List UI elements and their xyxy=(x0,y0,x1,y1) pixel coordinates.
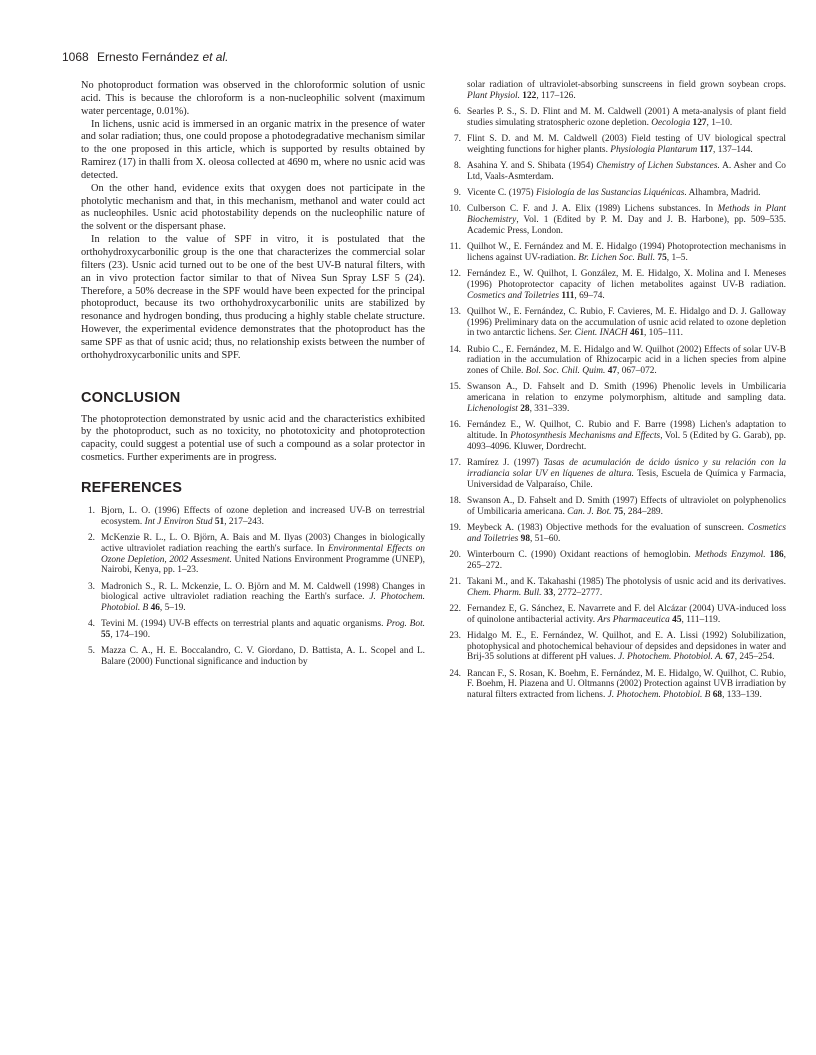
reference-item xyxy=(445,631,786,664)
reference-volume: 28 xyxy=(520,404,530,415)
reference-pages: Alhambra, Madrid. xyxy=(686,187,761,198)
reference-journal: Bol. Soc. Chil. Quim. xyxy=(525,366,606,377)
reference-number: 8. xyxy=(453,160,461,171)
reference-pages: , 1–5. xyxy=(666,252,688,263)
reference-text: Quilhot W., E. Fernández, C. Rubio, F. Cavieres, M. E. Hidalgo and D. J. Galloway (1996) Preliminary data on the accumulation of usnic acid related to ozone depletion in two antarctic lichens. xyxy=(467,306,786,339)
reference-journal: Int J Environ Stud xyxy=(144,516,213,527)
reference-text: Takani M., and K. Takahashi (1985) The photolysis of usnic acid and its derivatives. xyxy=(467,576,786,587)
reference-journal: Chemistry of Lichen Substances. xyxy=(596,160,720,171)
reference-journal: Chem. Pharm. Bull. xyxy=(467,587,542,598)
reference-number: 17. xyxy=(449,458,461,469)
reference-item xyxy=(445,496,786,518)
reference-item xyxy=(445,458,786,491)
reference-pages: Tesis, Escuela de Química y Farmacia, Universidad de Valparaíso, Chile. xyxy=(467,468,786,490)
reference-number: 24. xyxy=(449,668,461,679)
reference-text: Tevini M. (1994) UV-B effects on terrestrial plants and aquatic organisms. xyxy=(101,619,387,630)
reference-volume: 55 xyxy=(101,630,111,641)
reference-number: 22. xyxy=(449,603,461,614)
reference-pages: , 137–144. xyxy=(713,144,753,155)
reference-journal: Prog. Bot. xyxy=(386,619,425,630)
reference-volume: 117 xyxy=(699,144,714,155)
conclusion-paragraph: The photoprotection demonstrated by usnic acid and the characteristics exhibited by the photoproduct, such as no toxicity, no phototoxicity and photoprotection capacity, could suggest a potential use of such a compound as a solar protector in cosmetics. Further experiments are in progress. xyxy=(81,413,425,464)
reference-number: 4. xyxy=(87,619,95,630)
reference-number: 1. xyxy=(87,505,95,516)
running-title xyxy=(97,50,228,64)
reference-journal: Fisiología de las Sustancias Liquénicas. xyxy=(535,187,687,198)
reference-journal: Tasas de acumulación de ácido úsnico y su relación con la irradiancia solar UV en líquenes de altura. xyxy=(467,458,786,479)
conclusion-heading: CONCLUSION xyxy=(81,389,181,406)
reference-volume: 127 xyxy=(692,117,707,128)
reference-item xyxy=(445,188,786,199)
reference-text: Bjorn, L. O. (1996) Effects of ozone depletion and increased UV-B on terrestrial ecosystem. xyxy=(101,505,425,527)
reference-number: 12. xyxy=(449,268,461,279)
body-paragraph: In relation to the value of SPF in vitro, it is postulated that the orthohydroxycarbonilic group is the one that characterizes the commercial solar filters (23). Usnic acid turned out to be one of the best UV-B natural filters, with an in vivo protection factor similar to that of Nivea Sun Spray LSF 5 (24). Therefore, a 50% decrease in the SPF would have been expected for the principal photoproduct, because its two orthohydroxycarbonilic units are stabilized by resonance and hydrogen bonding, thus producing a highly stable chelate structure. However, the experimental evidence demonstrates that the photoproduct has the same SPF as that of usnic acid; thus, no relationship exists between the number of orthohydroxycarbonilic units and SPF. xyxy=(81,234,425,361)
reference-journal: Environmental Effects on Ozone Depletion, 2002 Assesment. xyxy=(101,543,425,565)
reference-volume: 47 xyxy=(607,366,618,377)
reference-volume: 75 xyxy=(613,506,624,517)
reference-pages: , 217–243. xyxy=(224,516,264,527)
reference-journal: Ser. Cient. INACH xyxy=(558,328,628,339)
body-paragraph: On the other hand, evidence exits that oxygen does not participate in the photolytic mechanism and that, in this mechanism, methanol and water could act as nucleophiles. Usnic acid photostability depends on the nucleophilic nature of the solvent or the dispersant phase. xyxy=(81,182,425,233)
reference-volume: 98 xyxy=(520,533,530,544)
reference-item xyxy=(445,577,786,599)
reference-volume: 45 xyxy=(672,614,682,625)
reference-number: 20. xyxy=(449,549,461,560)
reference-pages: , 265–272. xyxy=(467,549,786,571)
reference-journal: Br. Lichen Soc. Bull. xyxy=(578,252,656,263)
reference-pages: , 331–339. xyxy=(529,404,570,415)
running-title-etal: et al. xyxy=(202,50,229,64)
reference-text: Fernández E., W. Quilhot, C. Rubio and F. Barre (1998) Lichen's adaptation to altitude. In xyxy=(467,420,786,442)
reference-pages: , 105–111. xyxy=(644,328,684,339)
left-column xyxy=(81,80,425,673)
reference-item xyxy=(81,506,425,528)
reference-volume: 51 xyxy=(214,516,225,527)
reference-pages: , 133–139. xyxy=(722,690,762,701)
reference-item xyxy=(445,204,786,237)
reference-journal: Methods in Plant Biochemistry xyxy=(467,204,786,225)
reference-text: Mazza C. A., H. E. Boccalandro, C. V. Giordano, D. Battista, A. L. Scopel and L. Balare (2000) Functional significance and induction by xyxy=(101,646,425,668)
reference-journal: Lichenologist xyxy=(467,404,518,415)
reference-number: 10. xyxy=(449,204,461,215)
reference-item xyxy=(445,242,786,264)
reference-item xyxy=(445,307,786,340)
reference-number: 6. xyxy=(453,106,461,117)
reference-pages: , 1–10. xyxy=(706,117,733,128)
reference-journal: Methods Enzymol. xyxy=(694,549,766,560)
reference-volume: 186 xyxy=(769,549,784,560)
reference-volume: 33 xyxy=(543,587,554,598)
reference-pages: , Vol. 5 (Edited by G. Garab), pp. 4093–4096. Kluwer, Dordrecht. xyxy=(467,431,786,452)
reference-journal: Ars Pharmaceutica xyxy=(597,614,670,625)
reference-number: 18. xyxy=(449,495,461,506)
reference-journal: J. Photochem. Photobiol. B xyxy=(101,592,425,614)
reference-number: 7. xyxy=(453,133,461,144)
reference-number: 5. xyxy=(87,646,95,657)
reference-journal: J. Photochem. Photobiol. A. xyxy=(618,652,724,663)
reference-number: 9. xyxy=(453,187,461,198)
reference-journal: Can. J. Bot. xyxy=(567,506,612,517)
right-column xyxy=(445,80,786,706)
reference-text: Vicente C. (1975) xyxy=(467,187,536,198)
reference-text: Flint S. D. and M. M. Caldwell (2003) Field testing of UV biological spectral weighting functions for higher plants. xyxy=(467,133,786,155)
reference-text: Fernández E., W. Quilhot, I. González, M. E. Hidalgo, X. Molina and I. Meneses (1996) Photoprotector capacity of lichen metabolites against UV-B radiation. xyxy=(467,268,786,290)
reference-text: Asahina Y. and S. Shibata (1954) xyxy=(467,160,597,171)
reference-journal: Physiologia Plantarum xyxy=(610,144,698,155)
reference-number: 16. xyxy=(449,420,461,431)
references-heading: REFERENCES xyxy=(81,479,183,496)
reference-text: Hidalgo M. E., E. Fernández, W. Quilhot, and E. A. Lissi (1992) Solubilization, photophysical and photochemical behaviour of depsides and depsidones in water and Brij-35 solutions at different pH values. xyxy=(467,630,786,663)
reference-pages: , 2772–2777. xyxy=(553,587,603,598)
reference-text: Searles P. S., S. D. Flint and M. M. Caldwell (2001) A meta-analysis of plant field studies simulating stratospheric ozone depletion. xyxy=(467,106,786,128)
reference-pages: , 69–74. xyxy=(574,290,605,301)
reference-pages: , 111–119. xyxy=(681,614,721,625)
reference-text: Quilhot W., E. Fernández and M. E. Hidalgo (1994) Photoprotection mechanisms in lichens against UV-radiation. xyxy=(467,241,786,263)
reference-list-left xyxy=(81,506,425,668)
reference-text: Ramírez J. (1997) xyxy=(467,458,544,469)
reference-text: Culberson C. F. and J. A. Elix (1989) Lichens substances. In xyxy=(467,204,718,215)
reference-pages: , 245–254. xyxy=(734,652,775,663)
reference-pages: , 067–072. xyxy=(617,366,657,377)
reference-number: 2. xyxy=(87,532,95,543)
running-header xyxy=(62,50,228,64)
reference-item xyxy=(445,420,786,453)
reference-number: 23. xyxy=(449,630,461,641)
reference-text: McKenzie R. L., L. O. Björn, A. Bais and M. Ilyas (2003) Changes in biologically active ultraviolet radiation reaching the earth's surface. In xyxy=(101,532,425,554)
reference-item xyxy=(445,107,786,129)
reference-journal: J. Photochem. Photobiol. B xyxy=(607,690,711,701)
reference-number: 15. xyxy=(449,382,461,393)
reference-volume: 46 xyxy=(150,603,160,614)
reference-pages: , 5–19. xyxy=(159,603,186,614)
reference-text: Swanson A., D. Fahselt and D. Smith (1996) Phenolic levels in Umbilicaria americana in relation to enzyme polymorphism, altitude and sampling data. xyxy=(467,382,786,404)
reference-item xyxy=(445,382,786,415)
reference-volume: 68 xyxy=(712,690,723,701)
reference-number: 11. xyxy=(449,241,461,252)
reference-item xyxy=(445,550,786,572)
reference-number: 19. xyxy=(449,522,461,533)
reference-item xyxy=(81,646,425,668)
reference-volume: 111 xyxy=(561,290,575,301)
reference-pages: , 174–190. xyxy=(110,630,151,641)
reference-item xyxy=(445,345,786,378)
reference-number: 13. xyxy=(449,306,461,317)
reference-text: Swanson A., D. Fahselt and D. Smith (1997) Effects of ultraviolet on polyphenolics of Umbilicaria americana. xyxy=(467,495,786,517)
reference-journal: Oecologia xyxy=(651,117,691,128)
running-title-authors: Ernesto Fernández xyxy=(97,50,203,64)
reference-journal: Cosmetics and Toiletries xyxy=(467,290,560,301)
reference-pages: United Nations Environment Programme (UNEP), Nairobi, Kenya, pp. 1–23. xyxy=(101,554,425,576)
body-paragraph: No photoproduct formation was observed in the chloroformic solution of usnic acid. This is because the chloroform is a non-nucleophilic solvent (maximum water percentage, 0.01%). xyxy=(81,80,425,117)
reference-number: 3. xyxy=(87,581,95,592)
reference-journal: Photosynthesis Mechanisms and Effects xyxy=(510,431,661,442)
reference-number: 21. xyxy=(449,576,461,587)
reference-journal: Cosmetics and Toiletries xyxy=(467,522,786,544)
reference-item xyxy=(445,523,786,545)
reference-volume: 67 xyxy=(725,652,735,663)
reference-list-right xyxy=(445,107,786,701)
page-number: 1068 xyxy=(62,50,89,64)
reference-item xyxy=(81,582,425,615)
reference-item xyxy=(445,669,786,702)
reference-continuation: solar radiation of ultraviolet-absorbing sunscreens in field grown soybean crops. Plant Physiol. 122, 117–126. xyxy=(467,80,786,101)
reference-volume: 75 xyxy=(657,252,667,263)
body-paragraph: In lichens, usnic acid is immersed in an organic matrix in the presence of water and solar radiation; thus, one could propose a photodegradative mechanism similar to the one proposed in this article, which is supported by results obtained by Ramirez (17) in thalli from X. oleosa collected at 4690 m, where no usnic acid was detected. xyxy=(81,118,425,181)
reference-pages: , Vol. 1 (Edited by P. M. Day and J. B. Harbone), pp. 509–535. Academic Press, London. xyxy=(467,214,786,236)
reference-pages: A. Asher and Co Ltd, Vaals-Asmterdam. xyxy=(467,160,786,182)
reference-text: Winterbourn C. (1990) Oxidant reactions of hemoglobin. xyxy=(467,549,695,560)
reference-text: Rancan F., S. Rosan, K. Boehm, E. Fernández, M. E. Hidalgo, W. Quilhot, C. Rubio, F. Boehm, H. Piazena and U. Oltmanns (2002) Protection against UVB irradiation by natural filters extracted from lichens. xyxy=(467,668,786,701)
reference-item xyxy=(445,134,786,156)
reference-volume: 461 xyxy=(629,328,644,339)
reference-item xyxy=(445,269,786,302)
reference-text: Madronich S., R. L. Mckenzie, L. O. Björn and M. M. Caldwell (1998) Changes in biological active ultraviolet radiation reaching the Earth's surface. xyxy=(101,581,425,603)
reference-item xyxy=(81,533,425,576)
reference-pages: , 284–289. xyxy=(623,506,663,517)
reference-pages: , 51–60. xyxy=(530,533,561,544)
reference-text: Meybeck A. (1983) Objective methods for the evaluation of sunscreen. xyxy=(467,522,748,533)
reference-text: Fernandez E, G. Sánchez, E. Navarrete and F. del Alcázar (2004) UVA-induced loss of quinolone antibacterial activity. xyxy=(467,603,786,625)
reference-item xyxy=(81,619,425,641)
reference-item xyxy=(445,161,786,183)
reference-item xyxy=(445,604,786,626)
reference-text: Rubio C., E. Fernández, M. E. Hidalgo and W. Quilhot (2002) Effects of solar UV-B radiation in the accumulation of Rhizocarpic acid in a lichen species from alpine zones of Chile. xyxy=(467,344,786,377)
reference-number: 14. xyxy=(449,344,461,355)
